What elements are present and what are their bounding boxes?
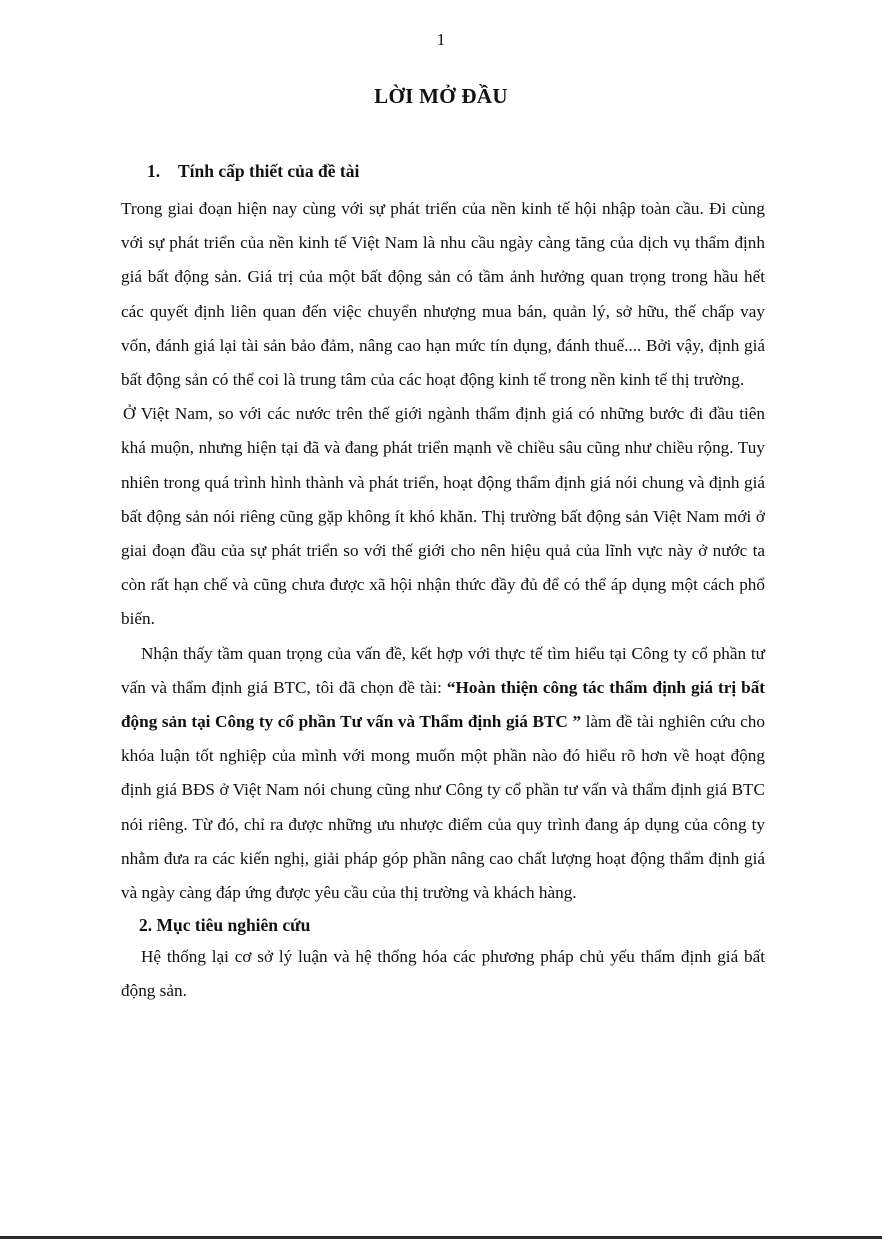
section-2-paragraph-1: Hệ thống lại cơ sở lý luận và hệ thống hóa các phương pháp chủ yếu thẩm định giá bất động sản. bbox=[121, 947, 765, 1001]
section-2-heading: 2. Mục tiêu nghiên cứu bbox=[139, 915, 311, 936]
thesis-topic-title: “Hoàn thiện công tác thẩm định giá trị bất động sản tại Công ty cổ phần Tư vấn và Thẩm định giá BTC ” bbox=[121, 677, 766, 732]
section-1-title: Tính cấp thiết của đề tài bbox=[178, 161, 360, 181]
page-title: LỜI MỞ ĐẦU bbox=[374, 84, 508, 108]
paragraph-3-intro: Nhận thấy tầm quan trọng của vấn đề, kết hợp với thực tế tìm hiểu tại Công ty cổ phần tư vấn và thẩm định giá BTC, tôi đã chọn đề tài: bbox=[121, 643, 765, 697]
document-body bbox=[121, 156, 765, 1009]
section-1-paragraph-2: Ở Việt Nam, so với các nước trên thế giới ngành thẩm định giá có những bước đi đầu tiên khá muộn, nhưng hiện tại đã và đang phát triển mạnh về chiều sâu cũng như chiều rộng. Tuy nhiên trong quá trình hình thành và phát triển, hoạt động thẩm định giá nói chung và định giá bất động sản nói riêng cũng gặp không ít khó khăn. Thị trường bất động sản Việt Nam mới ở giai đoạn đầu của sự phát triển so với thế giới cho nên hiệu quả của lĩnh vực này ở nước ta còn rất hạn chế và cũng chưa được xã hội nhận thức đầy đủ để có thể áp dụng một cách phổ biến. bbox=[121, 404, 765, 629]
page-bottom-edge bbox=[0, 1236, 882, 1239]
section-1-heading bbox=[121, 156, 765, 186]
paragraph-3-body: làm đề tài nghiên cứu cho khóa luận tốt nghiệp của mình với mong muốn một phần nào đó hiểu rõ hơn về hoạt động định giá BĐS ở Việt Nam nói chung cũng như Công ty cổ phần tư vấn và thẩm định giá BTC nói riêng. Từ đó, chỉ ra được những ưu nhược điểm của quy trình đang áp dụng của công ty nhằm đưa ra các kiến nghị, giải pháp góp phần nâng cao chất lượng hoạt động thẩm định giá và ngày càng đáp ứng được yêu cầu của thị trường và khách hàng. bbox=[121, 712, 765, 903]
section-1-paragraph-1: Trong giai đoạn hiện nay cùng với sự phát triển của nền kinh tế hội nhập toàn cầu. Đi cùng với sự phát triển của nền kinh tế Việt Nam là nhu cầu ngày càng tăng của dịch vụ thẩm định giá bất động sản. Giá trị của một bất động sản có tầm ảnh hưởng quan trọng trong hầu hết các quyết định liên quan đến việc chuyển nhượng mua bán, quản lý, sở hữu, thế chấp vay vốn, đánh giá lại tài sản bảo đảm, nâng cao hạn mức tín dụng, đánh thuế.... Bởi vậy, định giá bất động sản có thể coi là trung tâm của các hoạt động kinh tế trong nền kinh tế thị trường. bbox=[121, 199, 765, 390]
section-1-paragraph-3 bbox=[121, 637, 765, 911]
section-1-number: 1. bbox=[147, 161, 161, 181]
page-number: 1 bbox=[436, 30, 446, 49]
